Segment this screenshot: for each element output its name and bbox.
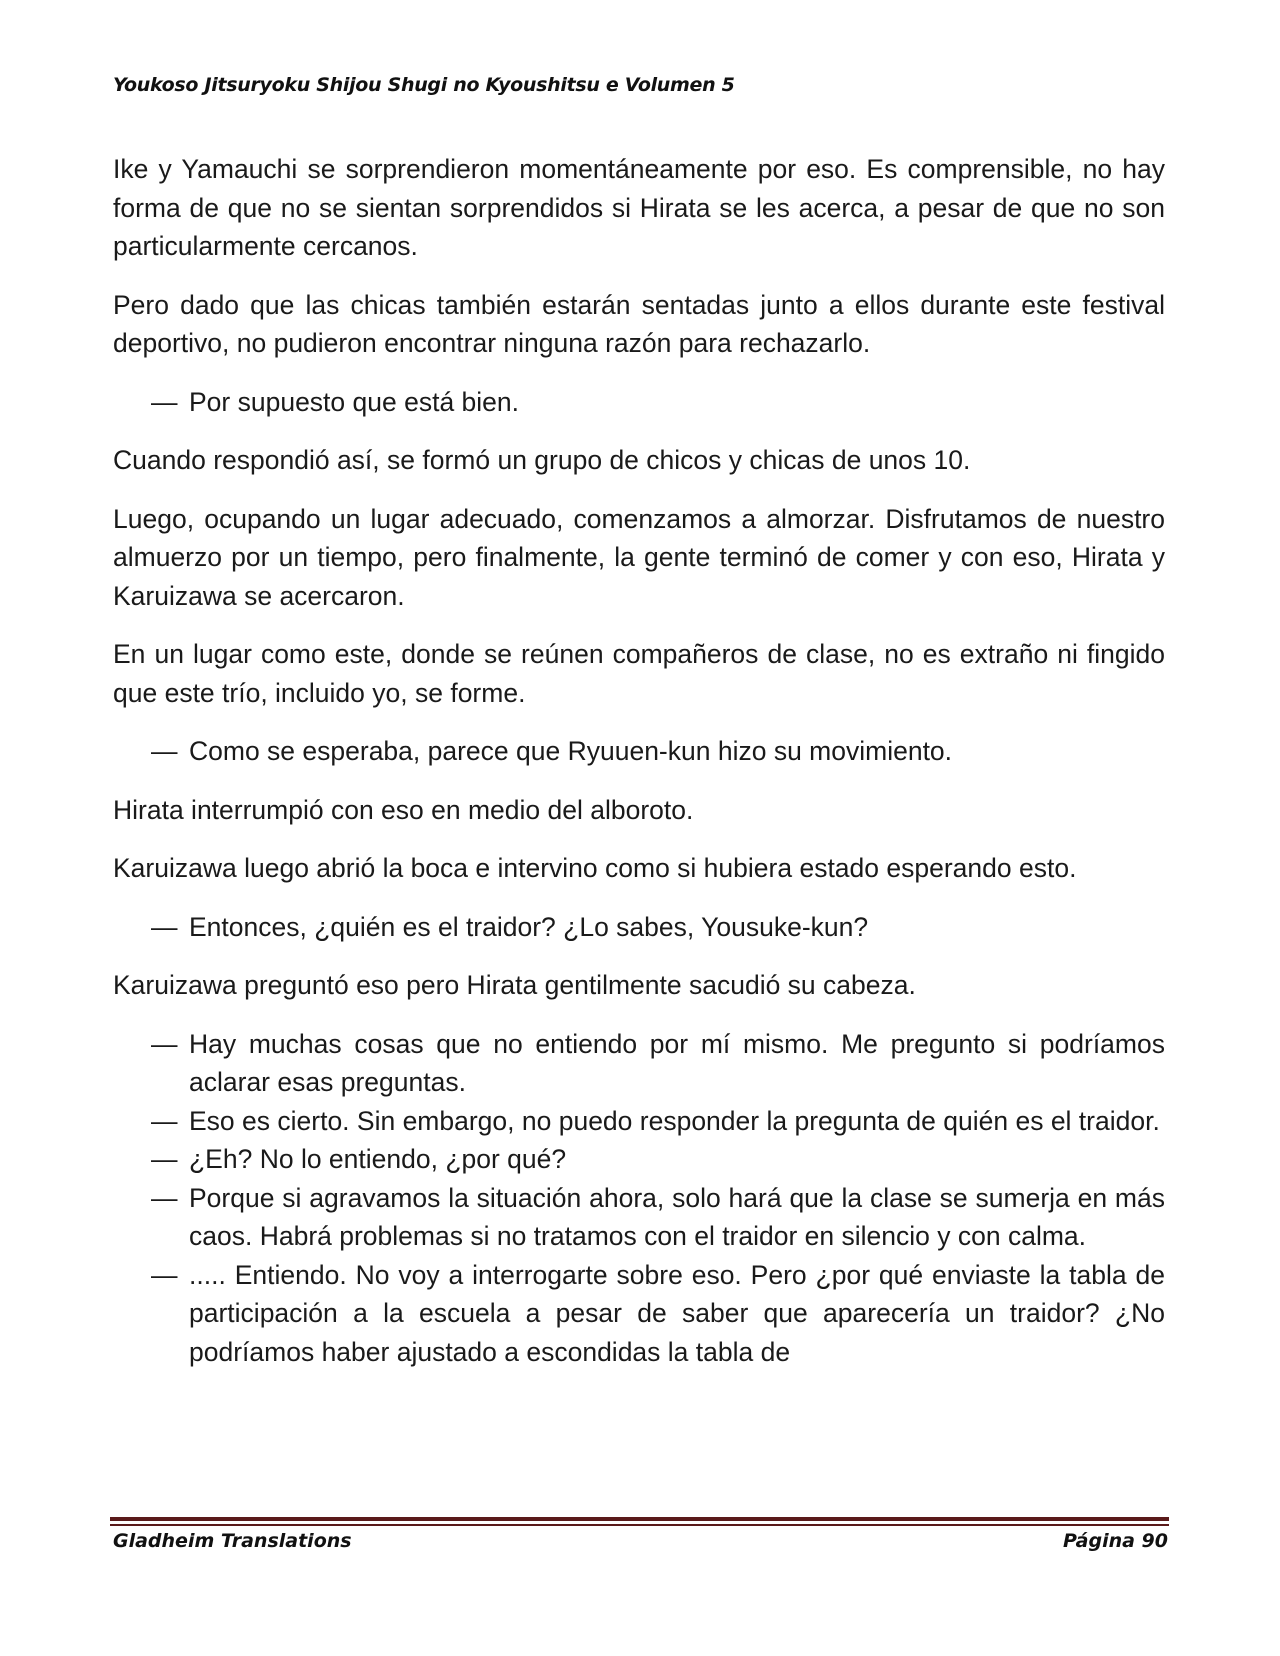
footer-translator: Gladheim Translations bbox=[113, 1530, 352, 1552]
paragraph: Hirata interrumpió con eso en medio del alboroto. bbox=[113, 794, 694, 825]
body-text bbox=[113, 150, 1165, 1371]
dialogue-text: Hay muchas cosas que no entiendo por mí mismo. Me pregunto si podríamos aclarar esas preguntas. bbox=[189, 1028, 1165, 1097]
dialogue-line bbox=[151, 1025, 1165, 1102]
paragraph: Luego, ocupando un lugar adecuado, comenzamos a almorzar. Disfrutamos de nuestro almuerzo por un tiempo, pero finalmente, la gente terminó de comer y con eso, Hirata y Karuizawa se acercaron. bbox=[113, 503, 1165, 611]
paragraph: Karuizawa luego abrió la boca e intervino como si hubiera estado esperando esto. bbox=[113, 853, 1077, 883]
em-dash: — bbox=[151, 736, 178, 766]
em-dash: — bbox=[151, 1105, 178, 1136]
dialogue-text: ¿Eh? No lo entiendo, ¿por qué? bbox=[189, 1144, 567, 1174]
dialogue-text: Porque si agravamos la situación ahora, solo hará que la clase se sumerja en más caos. Habrá problemas si no tratamos con el traidor en silencio y con calma. bbox=[189, 1182, 1165, 1251]
footer-divider-thin bbox=[110, 1524, 1169, 1526]
running-header: Youkoso Jitsuryoku Shijou Shugi no Kyoushitsu e Volumen 5 bbox=[113, 74, 735, 96]
paragraph: Cuando respondió así, se formó un grupo de chicos y chicas de unos 10. bbox=[113, 445, 971, 475]
dialogue-line bbox=[151, 1179, 1165, 1256]
dialogue-line bbox=[151, 1102, 1165, 1141]
dialogue-line bbox=[151, 1256, 1165, 1372]
em-dash: — bbox=[151, 1028, 178, 1059]
dialogue-line bbox=[151, 908, 1165, 947]
footer-divider bbox=[110, 1517, 1169, 1521]
dialogue-text: Como se esperaba, parece que Ryuuen-kun hizo su movimiento. bbox=[189, 736, 953, 766]
dialogue-text: Entonces, ¿quién es el traidor? ¿Lo sabes, Yousuke-kun? bbox=[189, 911, 869, 942]
dialogue-text: Eso es cierto. Sin embargo, no puedo responder la pregunta de quién es el traidor. bbox=[189, 1105, 1160, 1136]
dialogue-line bbox=[151, 732, 1165, 771]
page-number: Página 90 bbox=[1062, 1530, 1168, 1552]
dialogue-text: Por supuesto que está bien. bbox=[189, 386, 520, 417]
paragraph: Karuizawa preguntó eso pero Hirata gentilmente sacudió su cabeza. bbox=[113, 970, 916, 1000]
em-dash: — bbox=[151, 386, 178, 417]
em-dash: — bbox=[151, 1182, 178, 1213]
dialogue-text: ..... Entiendo. No voy a interrogarte sobre eso. Pero ¿por qué enviaste la tabla de participación a la escuela a pesar de saber que aparecería un traidor? ¿No podríamos haber ajustado a escondidas la tabla de bbox=[189, 1259, 1165, 1367]
dialogue-group bbox=[113, 1025, 1165, 1372]
paragraph: Ike y Yamauchi se sorprendieron momentáneamente por eso. Es comprensible, no hay forma de que no se sientan sorprendidos si Hirata se les acerca, a pesar de que no son particularmente cercanos. bbox=[113, 154, 1165, 261]
em-dash: — bbox=[151, 911, 178, 942]
em-dash: — bbox=[151, 1259, 178, 1290]
paragraph: Pero dado que las chicas también estarán sentadas junto a ellos durante este festival deportivo, no pudieron encontrar ninguna razón para rechazarlo. bbox=[113, 289, 1165, 358]
dialogue-line bbox=[151, 383, 1165, 422]
em-dash: — bbox=[151, 1144, 178, 1174]
dialogue-line bbox=[151, 1140, 1165, 1179]
paragraph: En un lugar como este, donde se reúnen compañeros de clase, no es extraño ni fingido que este trío, incluido yo, se forme. bbox=[113, 639, 1165, 708]
